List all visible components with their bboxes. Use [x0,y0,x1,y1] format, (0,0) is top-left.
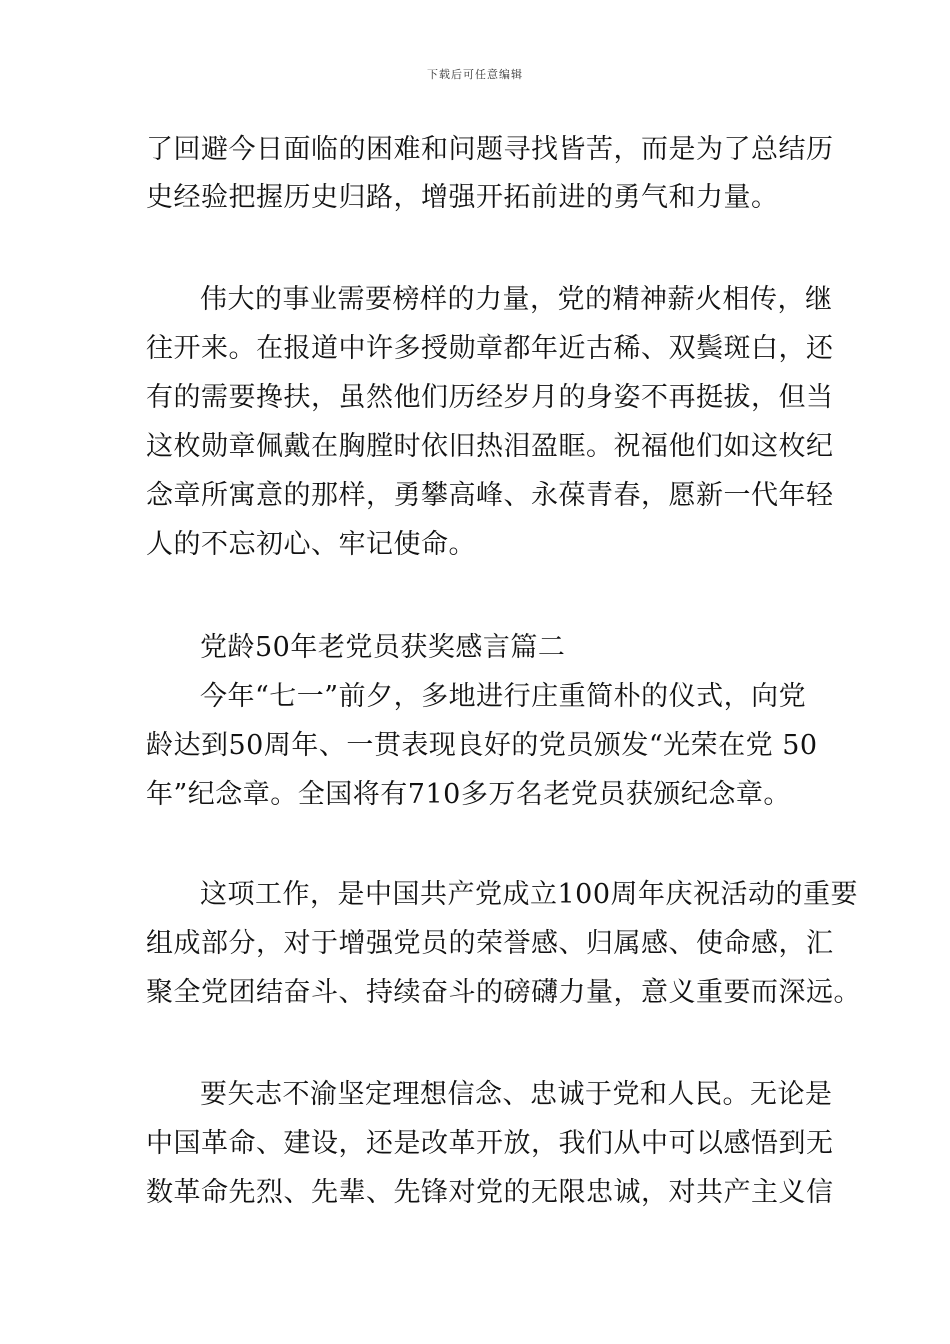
text-line: 数革命先烈、先辈、先锋对党的无限忠诚，对共产主义信 [146,1177,834,1208]
text-line: 年”纪念章。全国将有710多万名老党员获颁纪念章。 [146,779,791,810]
text-line: 组成部分，对于增强党员的荣誉感、归属感、使命感，汇 [146,928,834,959]
text-line: 有的需要搀扶，虽然他们历经岁月的身姿不再挺拔，但当 [146,382,834,413]
text-line: 这枚勋章佩戴在胸膛时依旧热泪盈眶。祝福他们如这枚纪 [146,431,834,462]
text-line: 今年“七一”前夕，多地进行庄重简朴的仪式，向党 [200,681,807,712]
text-line: 要矢志不渝坚定理想信念、忠诚于党和人民。无论是 [200,1079,833,1110]
text-line: 念章所寓意的那样，勇攀高峰、永葆青春，愿新一代年轻 [146,480,834,511]
text-line: 史经验把握历史归路，增强开拓前进的勇气和力量。 [146,182,779,213]
text-line: 人的不忘初心、牢记使命。 [146,529,476,560]
text-line: 中国革命、建设，还是改革开放，我们从中可以感悟到无 [146,1128,834,1159]
text-line: 了回避今日面临的困难和问题寻找皆苦，而是为了总结历 [146,134,834,165]
text-line: 这项工作，是中国共产党成立100周年庆祝活动的重要 [200,879,859,910]
text-line: 往开来。在报道中许多授勋章都年近古稀、双鬓斑白，还 [146,333,834,364]
section-heading: 党龄50年老党员获奖感言篇二 [200,632,566,663]
text-line: 龄达到50周年、一贯表现良好的党员颁发“光荣在党 50 [146,730,818,761]
text-line: 伟大的事业需要榜样的力量，党的精神薪火相传，继 [200,284,833,315]
text-line: 聚全党团结奋斗、持续奋斗的磅礴力量，意义重要而深远。 [146,977,861,1008]
page-header: 下载后可任意编辑 [427,68,523,81]
